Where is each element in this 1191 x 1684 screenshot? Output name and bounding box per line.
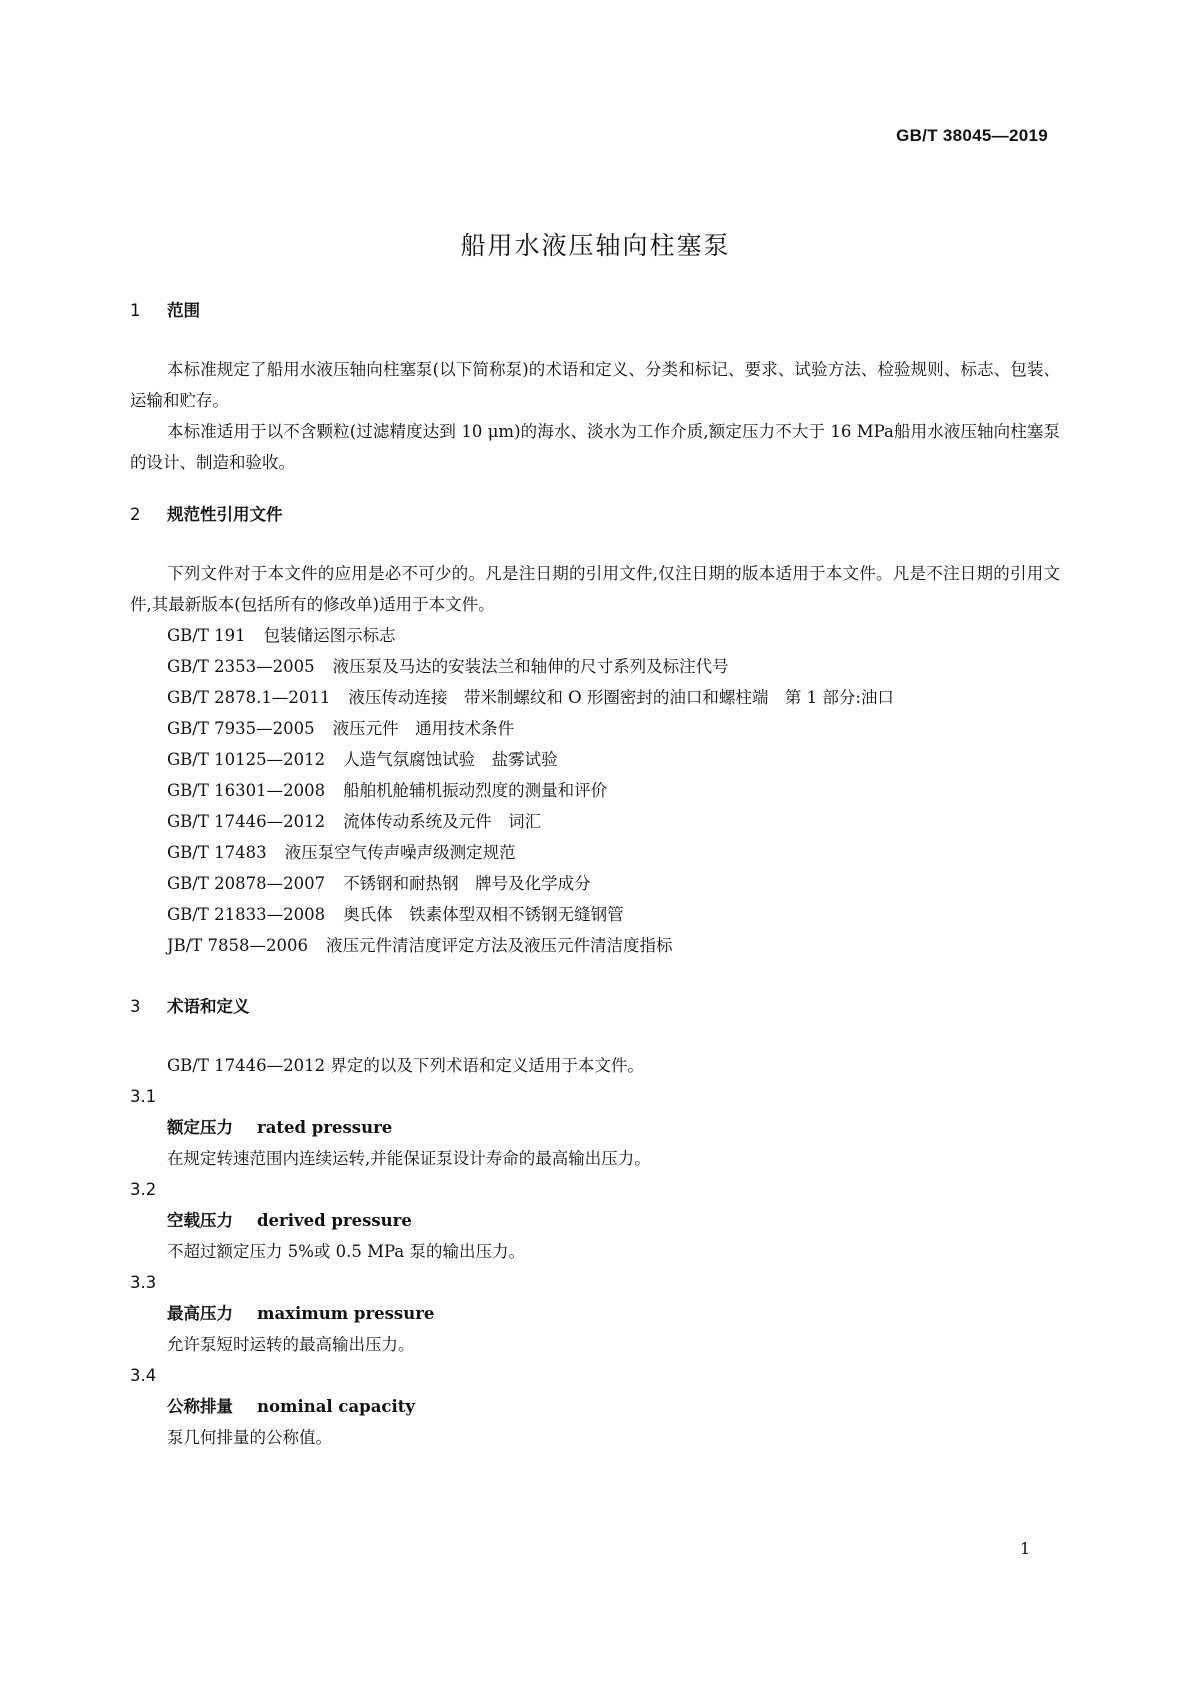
reference-title: 流体传动系统及元件 词汇 [343,812,542,831]
reference-code: GB/T 2353—2005 [167,657,315,676]
term-zh: 额定压力 [167,1118,233,1137]
reference-code: GB/T 10125—2012 [167,750,326,769]
section-title: 规范性引用文件 [167,505,283,524]
term-number: 3.2 [130,1180,157,1199]
section-heading [130,996,1060,1018]
reference-item [130,899,1060,930]
reference-item [130,620,1060,651]
reference-item [130,806,1060,837]
term-definition: 允许泵短时运转的最高输出压力。 [167,1335,415,1354]
section-title: 范围 [167,301,200,320]
term-name [130,1298,1060,1329]
paragraph: 本标准适用于以不含颗粒(过滤精度达到 10 μm)的海水、淡水为工作介质,额定压力不大于 16 MPa船用水液压轴向柱塞泵的设计、制造和验收。 [130,422,1060,472]
reference-code: GB/T 17483 [167,843,267,862]
term-en: rated pressure [257,1118,393,1137]
reference-title: 液压泵空气传声噪声级测定规范 [284,843,516,862]
paragraph: 本标准规定了船用水液压轴向柱塞泵(以下简称泵)的术语和定义、分类和标记、要求、试验方法、检验规则、标志、包装、运输和贮存。 [130,360,1060,410]
reference-title: 船舶机舱辅机振动烈度的测量和评价 [343,781,608,800]
term-en: nominal capacity [257,1397,415,1416]
reference-code: GB/T 7935—2005 [167,719,315,738]
section-heading [130,504,1060,526]
paragraph: 下列文件对于本文件的应用是必不可少的。凡是注日期的引用文件,仅注日期的版本适用于本文件。凡是不注日期的引用文件,其最新版本(包括所有的修改单)适用于本文件。 [130,564,1060,614]
term-number: 3.1 [130,1087,157,1106]
reference-title: 奥氏体 铁素体型双相不锈钢无缝钢管 [343,905,624,924]
term-name [130,1391,1060,1422]
section-number: 1 [130,301,141,320]
reference-code: GB/T 191 [167,626,246,645]
reference-code: GB/T 2878.1—2011 [167,688,331,707]
reference-code: GB/T 17446—2012 [167,812,326,831]
term-zh: 公称排量 [167,1397,233,1416]
section-normative-references [130,504,1060,961]
reference-code: GB/T 20878—2007 [167,874,326,893]
reference-item [130,868,1060,899]
term-zh: 最高压力 [167,1304,233,1323]
term-name [130,1112,1060,1143]
term-definition: 在规定转速范围内连续运转,并能保证泵设计寿命的最高输出压力。 [167,1149,651,1168]
term-definition: 泵几何排量的公称值。 [167,1428,332,1447]
term-en: derived pressure [257,1211,412,1230]
section-scope [130,300,1060,478]
reference-code: JB/T 7858—2006 [167,936,309,955]
reference-item [130,930,1060,961]
reference-item [130,837,1060,868]
reference-item [130,651,1060,682]
reference-item [130,775,1060,806]
paragraph: GB/T 17446—2012 界定的以及下列术语和定义适用于本文件。 [167,1056,644,1075]
section-number: 3 [130,997,141,1016]
reference-code: GB/T 21833—2008 [167,905,326,924]
reference-title: 包装储运图示标志 [263,626,396,645]
term-zh: 空载压力 [167,1211,233,1230]
reference-title: 液压元件清洁度评定方法及液压元件清洁度指标 [326,936,673,955]
reference-item [130,744,1060,775]
reference-item [130,713,1060,744]
document-title: 船用水液压轴向柱塞泵 [460,231,731,260]
reference-code: GB/T 16301—2008 [167,781,326,800]
term-number: 3.4 [130,1366,157,1385]
reference-title: 液压元件 通用技术条件 [332,719,515,738]
term-en: maximum pressure [257,1304,435,1323]
reference-title: 液压传动连接 带米制螺纹和 O 形圈密封的油口和螺柱端 第 1 部分:油口 [348,688,894,707]
term-name [130,1205,1060,1236]
term-definition: 不超过额定压力 5%或 0.5 MPa 泵的输出压力。 [167,1242,525,1261]
section-terms-definitions [130,996,1060,1453]
reference-title: 液压泵及马达的安装法兰和轴伸的尺寸系列及标注代号 [332,657,729,676]
section-heading [130,300,1060,322]
reference-title: 人造气氛腐蚀试验 盐雾试验 [343,750,558,769]
reference-item [130,682,1060,713]
section-title: 术语和定义 [167,997,250,1016]
page-number: 1 [1020,1539,1031,1558]
term-number: 3.3 [130,1273,157,1292]
standard-number: GB/T 38045—2019 [896,126,1048,145]
reference-title: 不锈钢和耐热钢 牌号及化学成分 [343,874,591,893]
section-number: 2 [130,505,141,524]
